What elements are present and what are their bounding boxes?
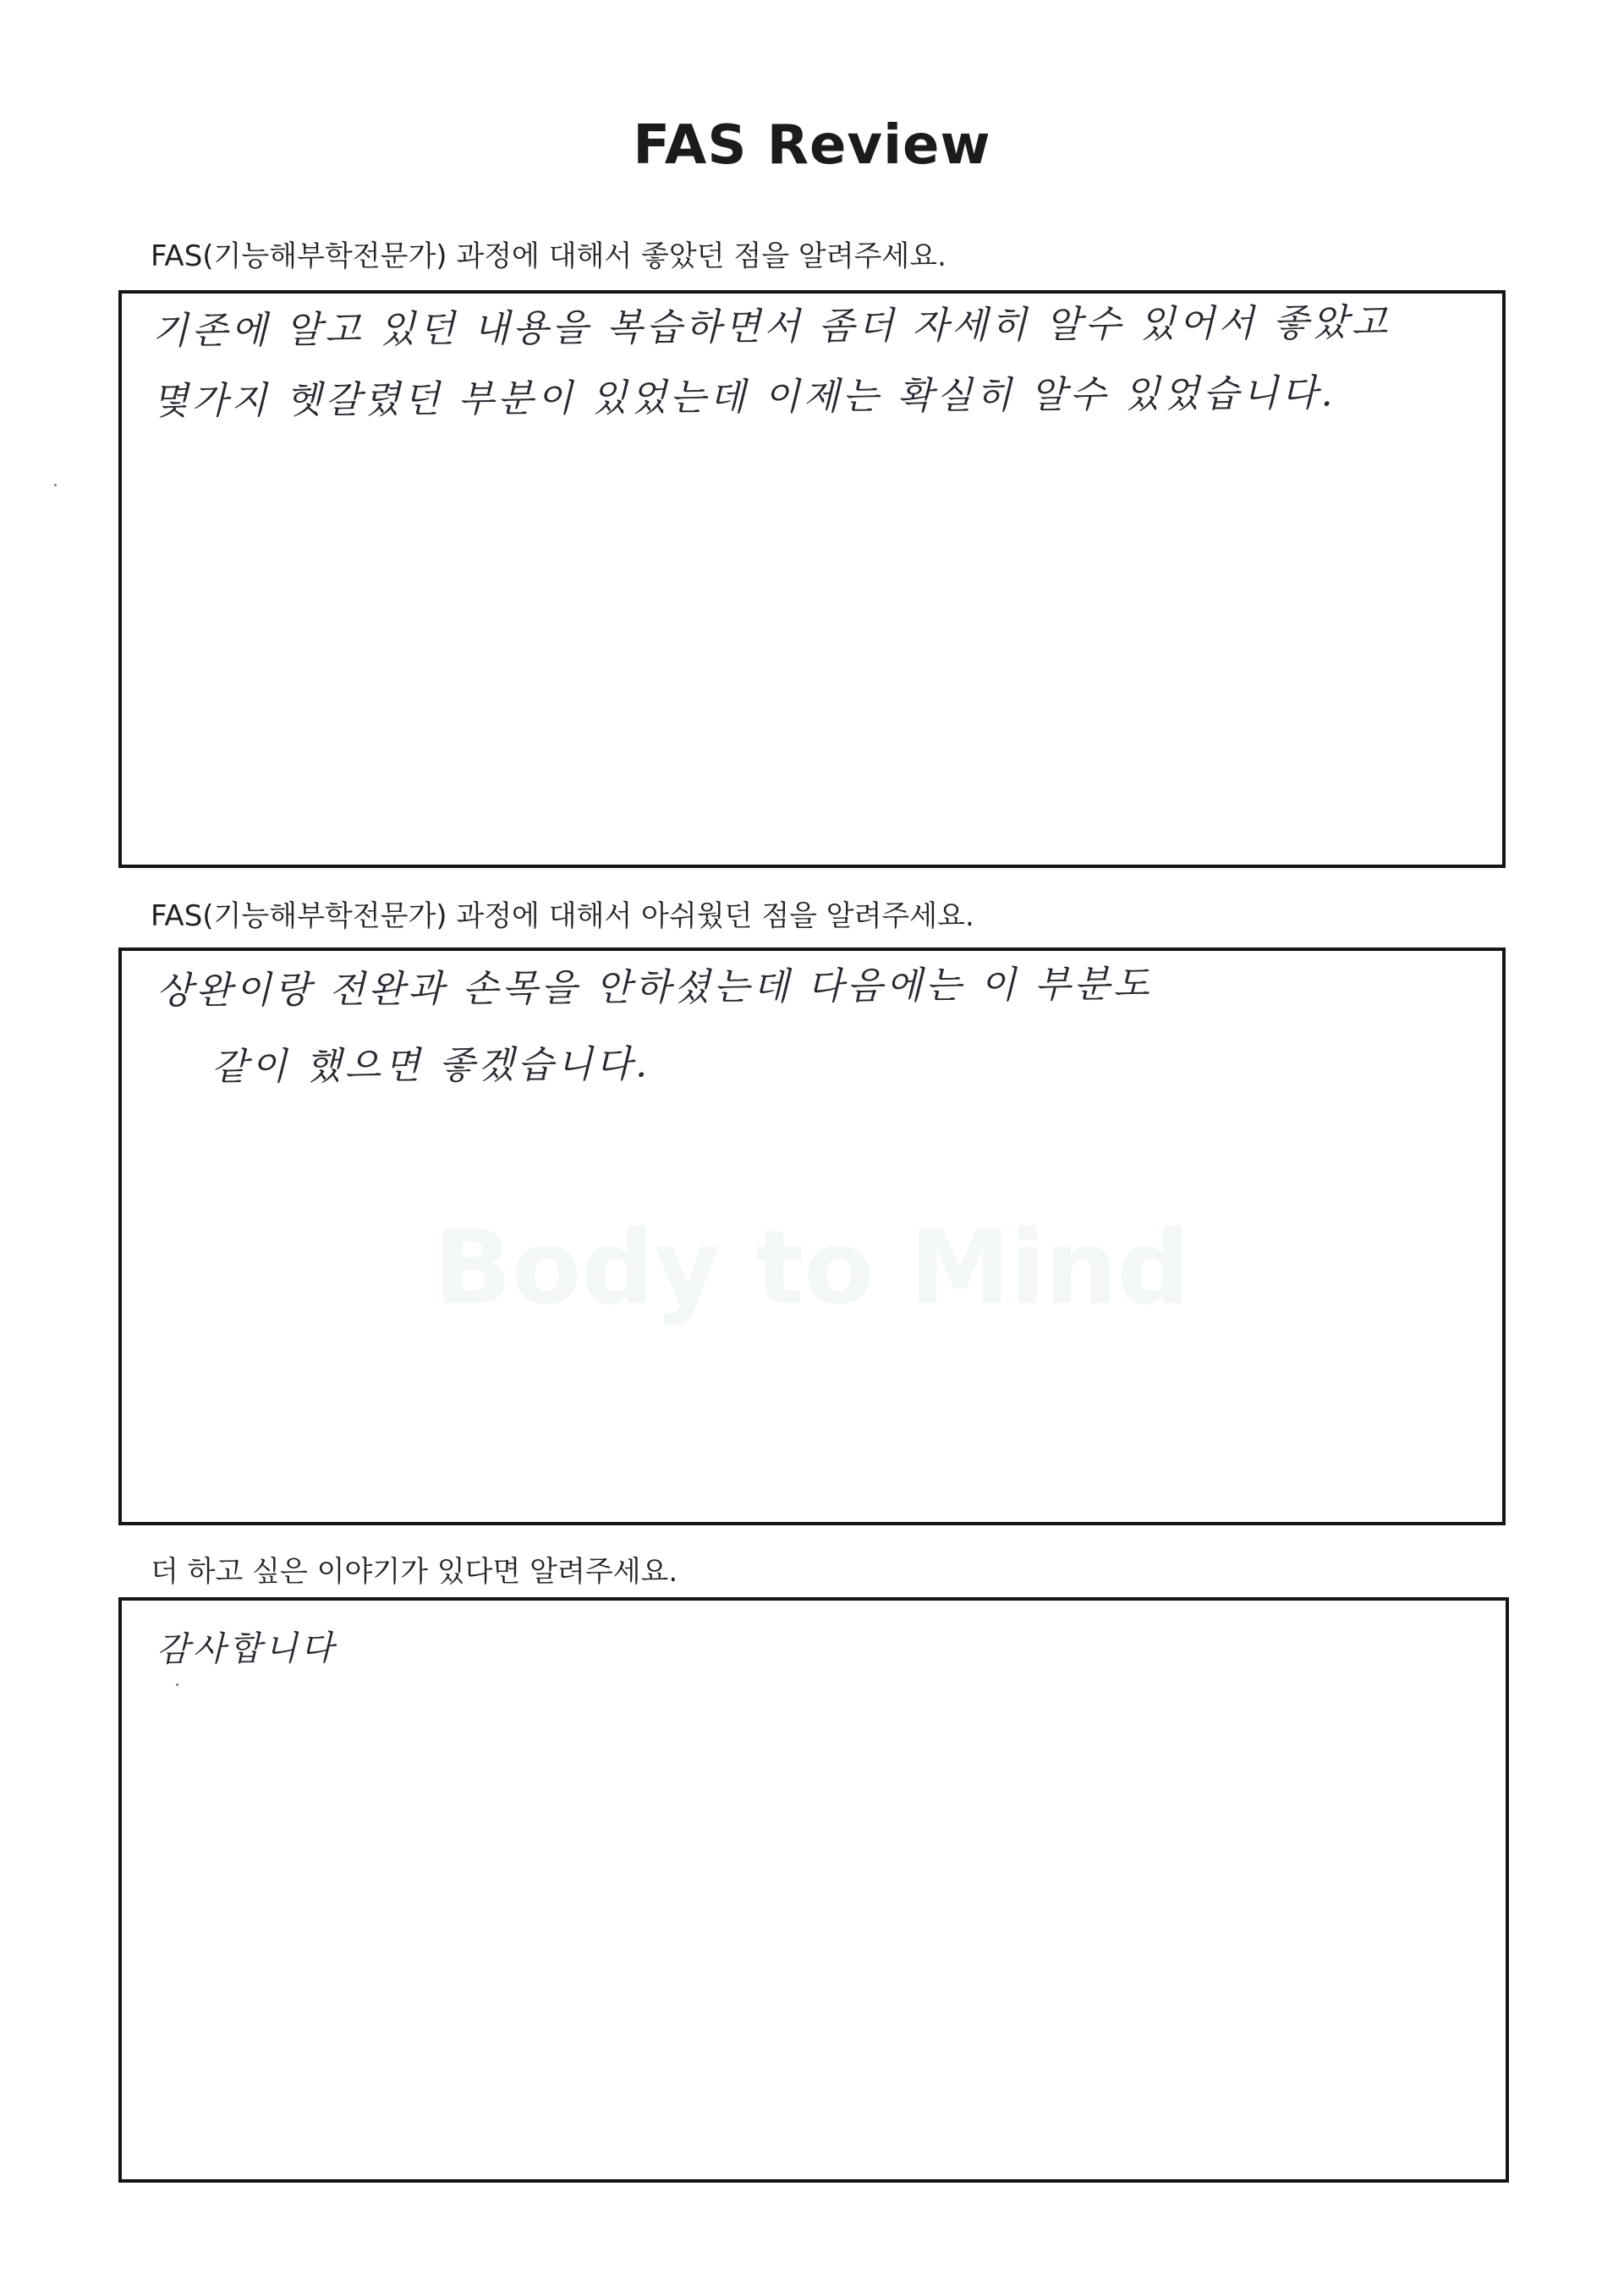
scan-speck (176, 1684, 178, 1686)
question-regret-points: FAS(기능해부학전문가) 과정에 대해서 아쉬웠던 점을 알려주세요. (151, 899, 974, 933)
page-title: FAS Review (633, 114, 991, 177)
answer-good-line-2: 몇가지 헷갈렸던 부분이 있었는데 이제는 확실히 알수 있었습니다. (151, 371, 1336, 423)
answer-regret-line-1: 상완이랑 전완과 손목을 안하셨는데 다음에는 이 부분도 (156, 962, 1153, 1013)
question-good-points: FAS(기능해부학전문가) 과정에 대해서 좋았던 점을 알려주세요. (151, 239, 946, 273)
watermark-text: Body to Mind (434, 1210, 1190, 1327)
answer-box-additional-comments (118, 1597, 1509, 2183)
answer-regret-line-2: 같이 했으면 좋겠습니다. (211, 1042, 651, 1089)
answer-additional-line-1: 감사합니다 (156, 1629, 337, 1669)
question-additional-comments: 더 하고 싶은 이야기가 있다면 알려주세요. (151, 1555, 678, 1589)
answer-box-regret-points (118, 948, 1506, 1525)
answer-good-line-1: 기존에 알고 있던 내용을 복습하면서 좀더 자세히 알수 있어서 좋았고 (151, 300, 1391, 353)
scan-speck (54, 484, 57, 486)
